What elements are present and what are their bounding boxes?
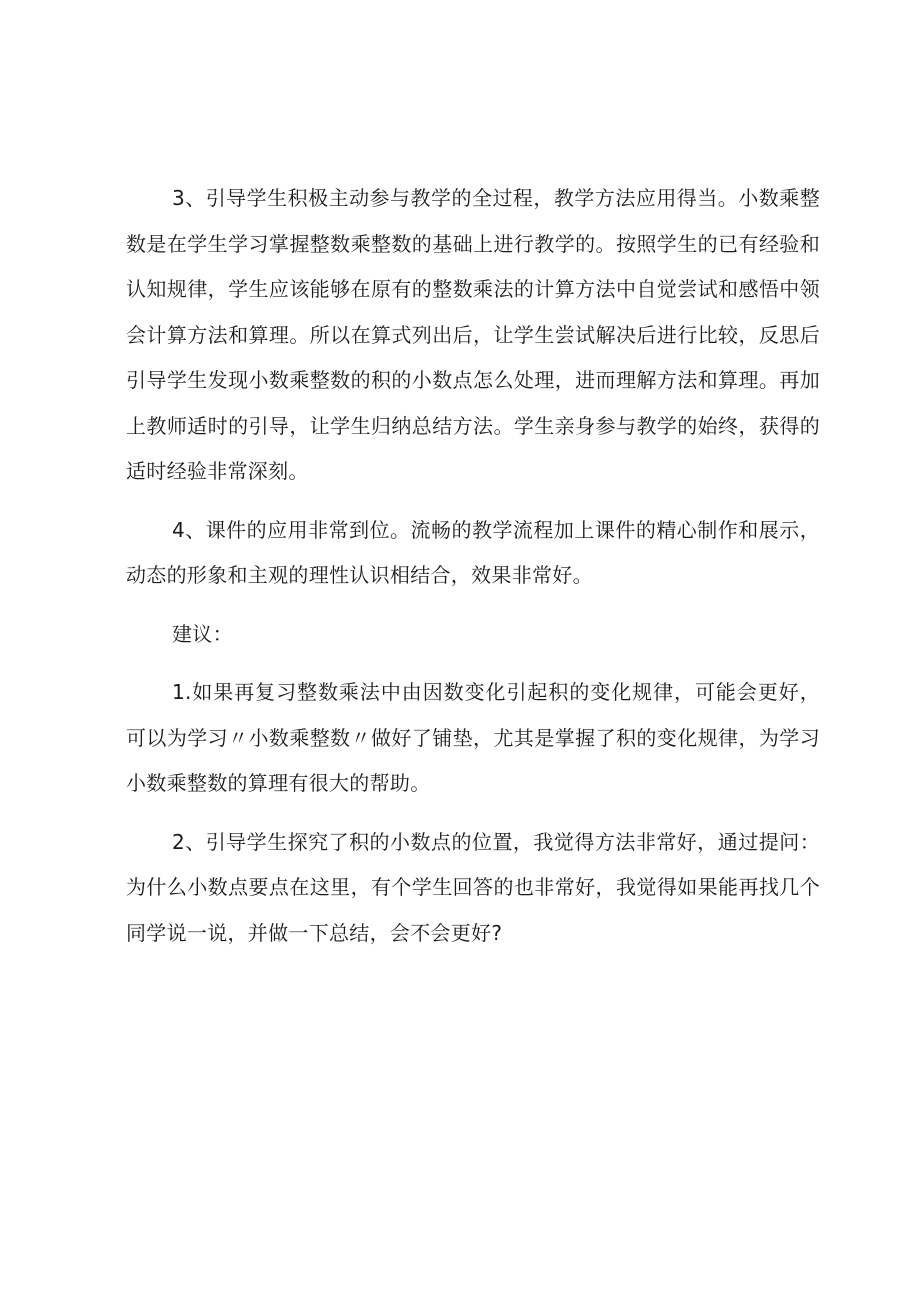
- paragraph-point-4: 4、课件的应用非常到位。流畅的教学流程加上课件的精心制作和展示，动态的形象和主观的理性认识相结合，效果非常好。: [126, 517, 820, 587]
- document-body: [126, 176, 820, 956]
- paragraph-suggestion-2: 2、引导学生探究了积的小数点的位置，我觉得方法非常好，通过提问：为什么小数点要点在这里，有个学生回答的也非常好，我觉得如果能再找几个同学说一说，并做一下总结，会不会更好?: [126, 829, 820, 945]
- paragraph-suggestion-1: 1.如果再复习整数乘法中由因数变化引起积的变化规律，可能会更好，可以为学习〃小数乘整数〃做好了铺垫，尤其是掌握了积的变化规律，为学习小数乘整数的算理有很大的帮助。: [126, 680, 820, 795]
- paragraph-point-3: 3、引导学生积极主动参与教学的全过程，教学方法应用得当。小数乘整数是在学生学习掌握整数乘整数的基础上进行教学的。按照学生的已有经验和认知规律，学生应该能够在原有的整数乘法的计算方法中自觉尝试和感悟中领会计算方法和算理。所以在算式列出后，让学生尝试解决后进行比较，反思后引导学生发现小数乘整数的积的小数点怎么处理，进而理解方法和算理。再加上教师适时的引导，让学生归纳总结方法。学生亲身参与教学的始终，获得的适时经验非常深刻。: [126, 186, 820, 483]
- suggestions-heading: 建议：: [172, 621, 233, 646]
